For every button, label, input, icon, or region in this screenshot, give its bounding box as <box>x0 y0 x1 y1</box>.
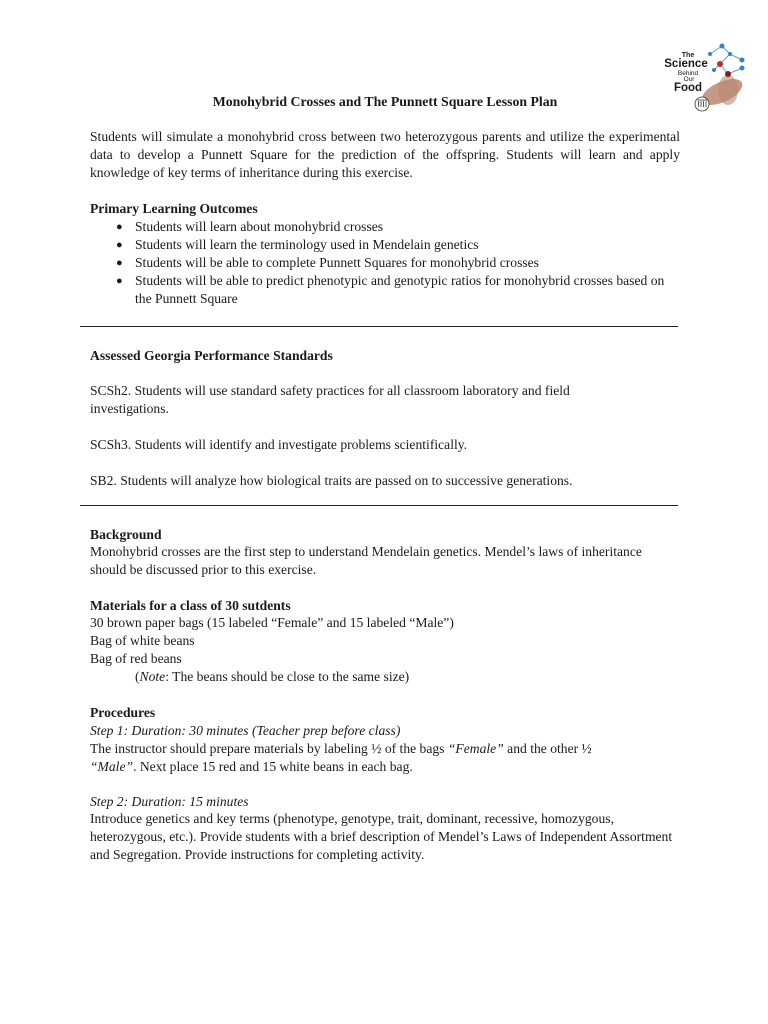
list-item: ● Students will be able to predict phenotypic and genotypic ratios for monohybrid crosses based on the Punnett Square <box>116 273 665 306</box>
procedures-heading: Procedures <box>90 705 156 720</box>
list-item: ● Students will be able to complete Punnett Squares for monohybrid crosses <box>116 255 539 270</box>
outcomes-list <box>90 218 680 308</box>
logo-our: Our <box>683 76 695 83</box>
logo-the: The <box>681 52 695 59</box>
bullet-icon: ● <box>116 239 123 251</box>
materials-item: Bag of red beans <box>90 651 182 666</box>
bullet-icon: ● <box>116 275 123 287</box>
logo-behind: Behind <box>677 70 699 77</box>
standard-item: SB2. Students will analyze how biological traits are passed on to successive generations. <box>90 473 573 488</box>
intro-paragraph: Students will simulate a monohybrid cross between two heterozygous parents and utilize the experimental data to develop a Punnett Square for the prediction of the offspring. Students will learn and apply knowledge of key terms of inheritance during this exercise. <box>90 129 680 180</box>
materials-item: Bag of white beans <box>90 633 195 648</box>
page-title: Monohybrid Crosses and The Punnett Square Lesson Plan <box>212 94 558 109</box>
divider <box>80 505 678 506</box>
standard-item: SCSh2. Students will use standard safety practices for all classroom laboratory and field investigations. <box>90 383 570 416</box>
bullet-icon: ● <box>116 257 123 269</box>
logo-science: Science <box>664 58 708 70</box>
step2-text: Introduce genetics and key terms (phenotype, genotype, trait, dominant, recessive, homozygous, heterozygous, etc.). Provide students with a brief description of Mendel’s Laws of Independent Assortment and Segregation. Provide instructions for completing activity. <box>90 811 673 862</box>
bullet-icon: ● <box>116 221 123 233</box>
materials-heading: Materials for a class of 30 sutdents <box>90 598 291 613</box>
background-text: Monohybrid crosses are the first step to understand Mendelain genetics. Mendel’s laws of inheritance should be discussed prior to this exercise. <box>90 544 642 577</box>
materials-note: (Note: The beans should be close to the same size) <box>135 669 410 684</box>
list-item: ● Students will learn the terminology used in Mendelain genetics <box>116 237 479 252</box>
step1-text: The instructor should prepare materials by labeling ½ of the bags “Female” and the other ½ “Male”. Next place 15 red and 15 white beans in each bag. <box>90 741 592 774</box>
outcomes-heading: Primary Learning Outcomes <box>90 201 258 216</box>
logo-food: Food <box>673 82 703 94</box>
standards-heading: Assessed Georgia Performance Standards <box>90 348 333 363</box>
standard-item: SCSh3. Students will identify and investigate problems scientifically. <box>90 437 468 452</box>
divider <box>80 326 678 327</box>
background-heading: Background <box>90 527 162 542</box>
materials-item: 30 brown paper bags (15 labeled “Female” and 15 labeled “Male”) <box>90 615 454 630</box>
step2-heading: Step 2: Duration: 15 minutes <box>90 794 249 809</box>
step1-heading: Step 1: Duration: 30 minutes (Teacher prep before class) <box>90 723 401 738</box>
list-item: ● Students will learn about monohybrid crosses <box>116 219 384 234</box>
